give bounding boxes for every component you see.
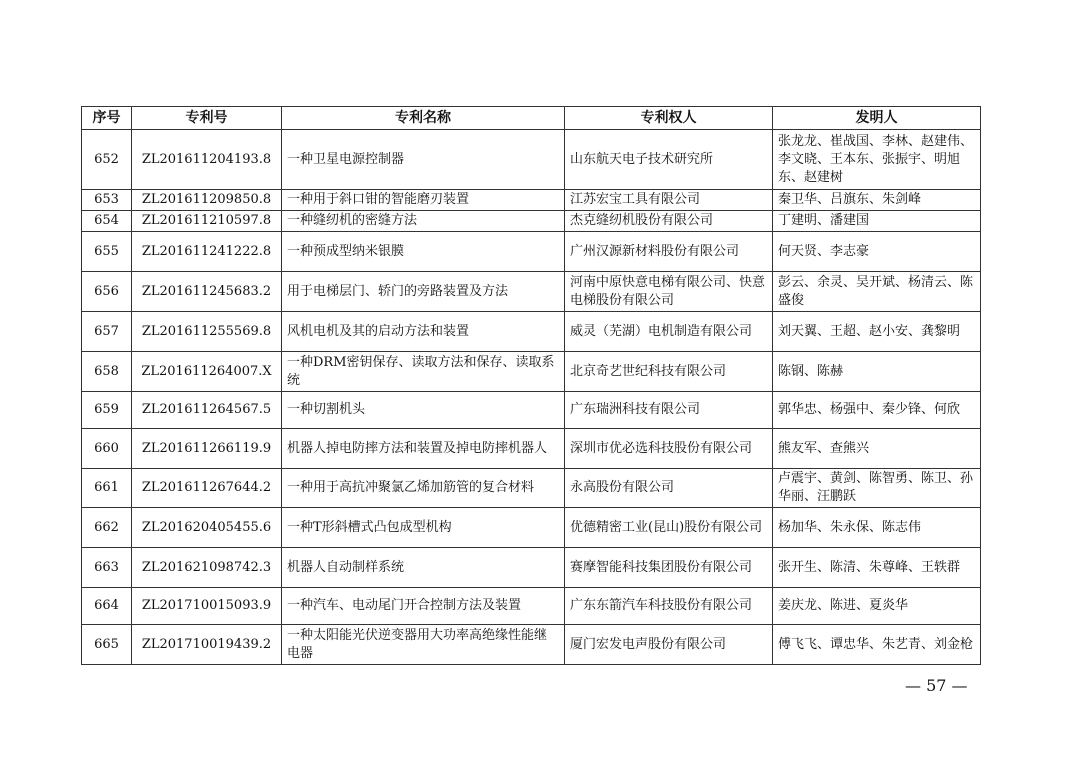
patent-name: 一种DRM密钥保存、读取方法和保存、读取系统: [282, 352, 565, 392]
table-row: [82, 392, 981, 429]
patent-name: 一种用于高抗冲聚氯乙烯加筋管的复合材料: [282, 469, 565, 508]
patent-number: ZL201611241222.8: [132, 232, 282, 272]
patent-number: ZL201611209850.8: [132, 190, 282, 211]
patent-holder: 厦门宏发电声股份有限公司: [565, 625, 773, 665]
table-row: [82, 588, 981, 625]
patent-name: 风机电机及其的启动方法和装置: [282, 312, 565, 352]
patent-name: 一种切割机头: [282, 392, 565, 429]
inventors: 何天贤、李志豪: [773, 232, 981, 272]
header-patent-number: 专利号: [132, 107, 282, 130]
patent-name: 一种预成型纳米银膜: [282, 232, 565, 272]
patent-number: ZL201620405455.6: [132, 508, 282, 548]
table-row: [82, 272, 981, 312]
patent-holder: 广东瑞洲科技有限公司: [565, 392, 773, 429]
patent-number: ZL201611204193.8: [132, 130, 282, 190]
table-row: [82, 130, 981, 190]
patent-name: 一种缝纫机的密缝方法: [282, 211, 565, 232]
patent-name: 一种用于斜口钳的智能磨刃装置: [282, 190, 565, 211]
patent-holder: 赛摩智能科技集团股份有限公司: [565, 548, 773, 588]
patent-holder: 威灵（芜湖）电机制造有限公司: [565, 312, 773, 352]
row-number: 665: [82, 625, 132, 665]
inventors: 傅飞飞、谭忠华、朱艺青、刘金枪: [773, 625, 981, 665]
table-row: [82, 352, 981, 392]
row-number: 656: [82, 272, 132, 312]
row-number: 663: [82, 548, 132, 588]
row-number: 662: [82, 508, 132, 548]
patent-number: ZL201611266119.9: [132, 429, 282, 469]
patent-holder: 广州汉源新材料股份有限公司: [565, 232, 773, 272]
patent-name: 一种T形斜槽式凸包成型机构: [282, 508, 565, 548]
inventors: 熊友军、查熊兴: [773, 429, 981, 469]
inventors: 丁建明、潘建国: [773, 211, 981, 232]
table-row: [82, 232, 981, 272]
table-row: [82, 548, 981, 588]
page-number: — 57 —: [905, 676, 968, 695]
patent-number: ZL201621098742.3: [132, 548, 282, 588]
table-row: [82, 429, 981, 469]
row-number: 657: [82, 312, 132, 352]
inventors: 彭云、余灵、吴开斌、杨清云、陈盛俊: [773, 272, 981, 312]
table-row: [82, 312, 981, 352]
patent-holder: 北京奇艺世纪科技有限公司: [565, 352, 773, 392]
row-number: 654: [82, 211, 132, 232]
inventors: 卢震宇、黄剑、陈智勇、陈卫、孙华丽、汪鹏跃: [773, 469, 981, 508]
patent-holder: 优德精密工业(昆山)股份有限公司: [565, 508, 773, 548]
table-row: [82, 211, 981, 232]
header-inventors: 发明人: [773, 107, 981, 130]
patent-name: 用于电梯层门、轿门的旁路装置及方法: [282, 272, 565, 312]
patent-holder: 广东东箭汽车科技股份有限公司: [565, 588, 773, 625]
patent-name: 一种汽车、电动尾门开合控制方法及装置: [282, 588, 565, 625]
row-number: 664: [82, 588, 132, 625]
table-row: [82, 190, 981, 211]
inventors: 陈钢、陈赫: [773, 352, 981, 392]
patent-number: ZL201611267644.2: [132, 469, 282, 508]
patent-holder: 河南中原快意电梯有限公司、快意电梯股份有限公司: [565, 272, 773, 312]
inventors: 秦卫华、吕旗东、朱剑峰: [773, 190, 981, 211]
row-number: 652: [82, 130, 132, 190]
table-row: [82, 469, 981, 508]
inventors: 郭华忠、杨强中、秦少锋、何欣: [773, 392, 981, 429]
header-patent-holder: 专利权人: [565, 107, 773, 130]
patent-holder: 深圳市优必选科技股份有限公司: [565, 429, 773, 469]
inventors: 张龙龙、崔战国、李林、赵建伟、李文晓、王本东、张振宇、明旭东、赵建树: [773, 130, 981, 190]
patent-holder: 永高股份有限公司: [565, 469, 773, 508]
patent-holder: 江苏宏宝工具有限公司: [565, 190, 773, 211]
row-number: 660: [82, 429, 132, 469]
inventors: 张开生、陈清、朱尊峰、王轶群: [773, 548, 981, 588]
table-row: [82, 508, 981, 548]
patent-number: ZL201710019439.2: [132, 625, 282, 665]
header-row: [82, 107, 981, 130]
row-number: 659: [82, 392, 132, 429]
patent-number: ZL201611255569.8: [132, 312, 282, 352]
header-no: 序号: [82, 107, 132, 130]
patent-number: ZL201611210597.8: [132, 211, 282, 232]
row-number: 655: [82, 232, 132, 272]
inventors: 姜庆龙、陈进、夏炎华: [773, 588, 981, 625]
patent-holder: 杰克缝纫机股份有限公司: [565, 211, 773, 232]
row-number: 658: [82, 352, 132, 392]
patent-holder: 山东航天电子技术研究所: [565, 130, 773, 190]
patent-number: ZL201611245683.2: [132, 272, 282, 312]
patent-number: ZL201611264007.X: [132, 352, 282, 392]
patent-number: ZL201611264567.5: [132, 392, 282, 429]
patent-name: 一种太阳能光伏逆变器用大功率高绝缘性能继电器: [282, 625, 565, 665]
header-patent-name: 专利名称: [282, 107, 565, 130]
patent-table: [81, 106, 981, 665]
patent-name: 机器人自动制样系统: [282, 548, 565, 588]
row-number: 653: [82, 190, 132, 211]
patent-name: 一种卫星电源控制器: [282, 130, 565, 190]
row-number: 661: [82, 469, 132, 508]
inventors: 杨加华、朱永保、陈志伟: [773, 508, 981, 548]
patent-name: 机器人掉电防摔方法和装置及掉电防摔机器人: [282, 429, 565, 469]
patent-number: ZL201710015093.9: [132, 588, 282, 625]
table-row: [82, 625, 981, 665]
inventors: 刘天翼、王超、赵小安、龚黎明: [773, 312, 981, 352]
